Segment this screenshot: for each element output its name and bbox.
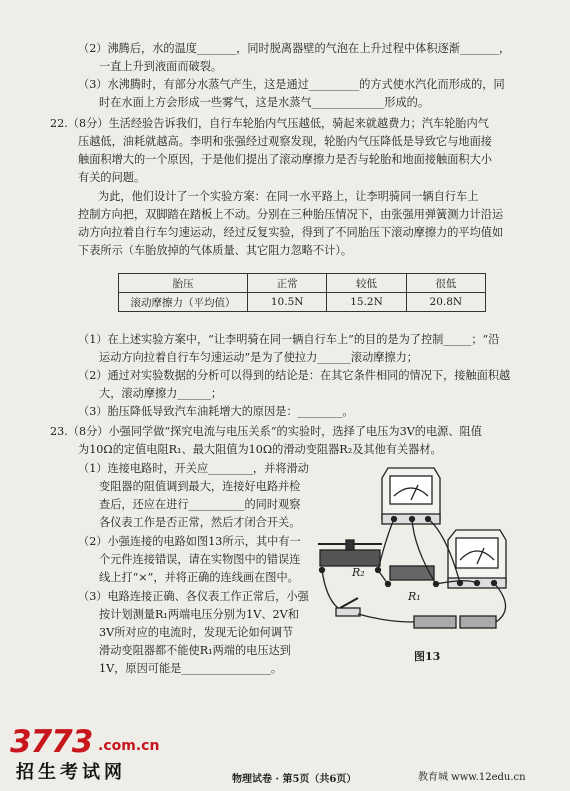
q22-sub2-line1: （2）通过对实验数据的分析可以得到的结论是：在其它条件相同的情况下，接触面积越 [78, 369, 511, 382]
q22-line1: 22.（8分）生活经验告诉我们，自行车轮胎内气压越低，骑起来就越费力；汽车轮胎内气 [50, 117, 489, 130]
q22-line5: 为此，他们设计了一个实验方案：在同一水平路上，让李明骑同一辆自行车上 [98, 190, 479, 203]
site-logo [10, 724, 180, 784]
q23-sub2-line3: 线上打“×”，并将正确的连线画在图中。 [99, 571, 299, 584]
logo-tagline: 招生考试网 [16, 762, 126, 783]
table-cell: 10.5N [248, 293, 327, 312]
page-footer: 物理试卷 · 第5页（共6页） [232, 774, 357, 785]
ammeter-icon [448, 530, 506, 588]
table-cell: 20.8N [406, 293, 485, 312]
rheostat-icon [318, 540, 382, 573]
q22-line7: 动方向拉着自行车匀速运动，经过反复实验，得到了不同胎压下滚动摩擦力的平均值如 [78, 226, 504, 239]
q22-sub3-line1: （3）胎压降低导致汽车油耗增大的原因是：________。 [78, 405, 354, 418]
q21-part2-line1: （2）沸腾后，水的温度_______，同时脱离器壁的气泡在上升过程中体积逐渐_______， [78, 42, 511, 55]
logo-number: 3773 [10, 724, 93, 760]
q23-sub3-line4: 滑动变阻器都不能使R₁两端的电压达到 [99, 644, 291, 657]
q22-line3: 触面积增大的一个原因，于是他们提出了滚动摩擦力是否与轮胎和地面接触面积大小 [78, 153, 492, 166]
table-header-cell: 很低 [406, 274, 485, 293]
r1-label: R₁ [408, 590, 421, 603]
q21-part2-line2: 一直上升到液面而破裂。 [99, 60, 223, 73]
table-header-cell: 胎压 [119, 274, 248, 293]
q23-sub1-line3: 查后，还应在进行__________的同时观察 [99, 498, 301, 511]
table-cell: 15.2N [327, 293, 406, 312]
q22-sub1-line2: 运动方向拉着自行车匀速运动”是为了使拉力______滚动摩擦力； [99, 351, 418, 364]
r2-label: R₂ [352, 566, 365, 579]
figure-caption: 图13 [414, 650, 441, 663]
q23-sub1-line4: 各仪表工作是否正常，然后才闭合开关。 [99, 516, 301, 529]
q23-sub1-line1: （1）连接电路时，开关应________，并将滑动 [78, 462, 309, 475]
tire-pressure-table [118, 273, 486, 312]
q22-sub1-line1: （1）在上述实验方案中，“让李明骑在同一辆自行车上”的目的是为了控制_____；“沿 [78, 333, 500, 346]
q23-sub3-line5: 1V，原因可能是________________。 [99, 662, 283, 675]
logo-domain: .com.cn [98, 738, 160, 754]
q23-sub2-line1: （2）小强连接的电路如图13所示，其中有一 [78, 535, 301, 548]
q21-part3-line1: （3）水沸腾时，有部分水蒸气产生，这是通过_________的方式使水汽化而形成的，同 [78, 78, 505, 91]
q23-line1: 23.（8分）小强同学做“探究电流与电压关系”的实验时，选择了电压为3V的电源、阻值 [50, 425, 482, 438]
q23-sub3-line1: （3）电路连接正确、各仪表工作正常后，小强 [78, 590, 309, 603]
watermark: 教育城 www.12edu.cn [418, 772, 526, 783]
battery-icon [414, 616, 496, 628]
q23-sub3-line3: 3V所对应的电流时，发现无论如何调节 [99, 626, 294, 639]
voltmeter-icon [382, 468, 440, 524]
q23-line2: 为10Ω的定值电阻R₁、最大阻值为10Ω的滑动变阻器R₂及其他有关器材。 [78, 443, 442, 456]
q22-line8: 下表所示（车胎放掉的气体质量、其它阻力忽略不计）。 [78, 244, 353, 257]
q21-part3-line2: 时在水面上方会形成一些雾气，这是水蒸气_____________形成的。 [99, 96, 430, 109]
table-header-cell: 较低 [327, 274, 406, 293]
resistor-icon [386, 566, 439, 587]
q23-sub3-line2: 按计划测量R₁两端电压分别为1V、2V和 [99, 608, 299, 621]
q23-sub1-line2: 变阻器的阻值调到最大，连接好电路并检 [99, 480, 301, 493]
switch-icon [336, 598, 360, 616]
q23-sub2-line2: 个元件连接错误，请在实物图中的错误连 [99, 553, 301, 566]
table-row-label: 滚动摩擦力（平均值） [119, 293, 248, 312]
q22-sub2-line2: 大，滚动摩擦力______； [99, 387, 223, 400]
table-row [119, 274, 486, 293]
table-header-cell: 正常 [248, 274, 327, 293]
q22-line4: 有关的问题。 [78, 171, 146, 184]
q22-line2: 压越低，油耗就越高。李明和张强经过观察发现，轮胎内气压降低是导致它与地面接 [78, 135, 492, 148]
circuit-figure [316, 458, 564, 668]
table-row [119, 293, 486, 312]
q22-line6: 控制方向把，双脚踏在踏板上不动。分别在三种胎压情况下，由张强用弹簧测力计沿运 [78, 208, 504, 221]
